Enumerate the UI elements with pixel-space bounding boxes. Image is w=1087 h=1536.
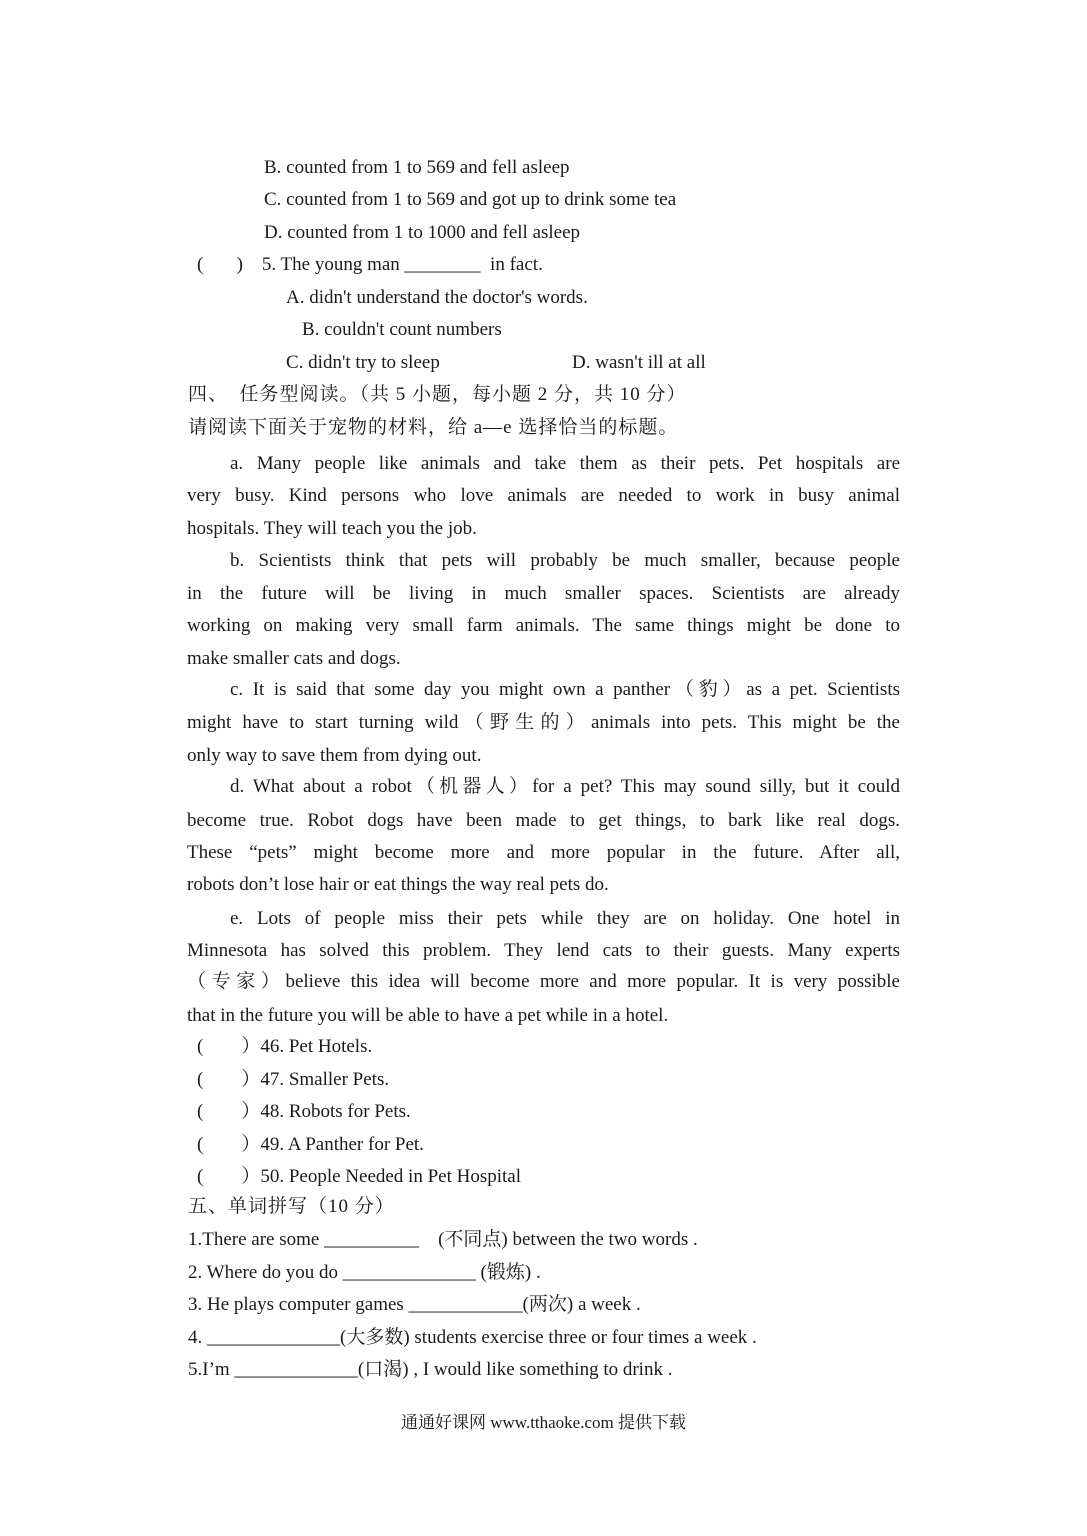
paragraph-c-line-3: only way to save them from dying out. <box>187 745 482 766</box>
paragraph-b-line-2: in the future will be living in much smaller spaces. Scientists are already <box>187 583 900 604</box>
paragraph-b-line-4: make smaller cats and dogs. <box>187 648 401 669</box>
q4-option-d: D. counted from 1 to 1000 and fell asleep <box>264 222 581 243</box>
paragraph-d-line-3: These “pets” might become more and more popular in the future. After all, <box>187 842 900 863</box>
section5-heading: 五、单词拼写（10 分） <box>188 1196 395 1217</box>
page-footer: 通通好课网 www.tthaoke.com 提供下载 <box>400 1413 687 1432</box>
paragraph-d-line-1: d. What about a robot（机器人）for a pet? This may sound silly, but it could <box>230 776 900 797</box>
q5-option-a: A. didn't understand the doctor's words. <box>286 287 588 308</box>
paragraph-e-line-4: that in the future you will be able to have a pet while in a hotel. <box>187 1005 669 1026</box>
paragraph-c-line-1: c. It is said that some day you might own a panther（豹）as a pet. Scientists <box>230 679 900 700</box>
spelling-item-3: 3. He plays computer games ____________(两次) a week . <box>188 1294 641 1315</box>
paragraph-e-line-3: （专家）believe this idea will become more and more popular. It is very possible <box>187 971 900 992</box>
paragraph-a-line-3: hospitals. They will teach you the job. <box>187 518 477 539</box>
paragraph-a-line-2: very busy. Kind persons who love animals are needed to work in busy animal <box>187 485 900 506</box>
q5-option-b: B. couldn't count numbers <box>302 319 502 340</box>
paragraph-b-line-1: b. Scientists think that pets will probably be much smaller, because people <box>230 550 900 571</box>
paragraph-e-line-1: e. Lots of people miss their pets while they are on holiday. One hotel in <box>230 908 900 929</box>
q4-option-b: B. counted from 1 to 569 and fell asleep <box>264 157 570 178</box>
question-46: ( ）46. Pet Hotels. <box>197 1036 373 1057</box>
paragraph-e-line-2: Minnesota has solved this problem. They lend cats to their guests. Many experts <box>187 940 900 961</box>
spelling-item-5: 5.I’m _____________(口渴) , I would like something to drink . <box>188 1359 673 1380</box>
paragraph-a-line-1: a. Many people like animals and take them as their pets. Pet hospitals are <box>230 453 900 474</box>
q5-stem: ( ) 5. The young man ________ in fact. <box>197 254 543 275</box>
section4-instruction: 请阅读下面关于宠物的材料，给 a—e 选择恰当的标题。 <box>188 417 679 438</box>
q5-option-d: D. wasn't ill at all <box>572 352 706 373</box>
paragraph-c-line-2: might have to start turning wild（野生的）animals into pets. This might be the <box>187 712 900 733</box>
q4-option-c: C. counted from 1 to 569 and got up to drink some tea <box>264 189 677 210</box>
question-49: ( ）49. A Panther for Pet. <box>197 1134 424 1155</box>
q5-option-c: C. didn't try to sleep <box>286 352 440 373</box>
spelling-item-2: 2. Where do you do ______________ (锻炼) . <box>188 1262 541 1283</box>
paragraph-d-line-2: become true. Robot dogs have been made to get things, to bark like real dogs. <box>187 810 900 831</box>
question-50: ( ）50. People Needed in Pet Hospital <box>197 1166 522 1187</box>
paragraph-d-line-4: robots don’t lose hair or eat things the way real pets do. <box>187 874 609 895</box>
spelling-item-4: 4. ______________(大多数) students exercise three or four times a week . <box>188 1327 757 1348</box>
question-47: ( ）47. Smaller Pets. <box>197 1069 390 1090</box>
paragraph-b-line-3: working on making very small farm animals. The same things might be done to <box>187 615 900 636</box>
spelling-item-1: 1.There are some __________ (不同点) between the two words . <box>188 1229 698 1250</box>
question-48: ( ）48. Robots for Pets. <box>197 1101 411 1122</box>
section4-heading: 四、 任务型阅读。（共 5 小题，每小题 2 分，共 10 分） <box>188 384 687 405</box>
